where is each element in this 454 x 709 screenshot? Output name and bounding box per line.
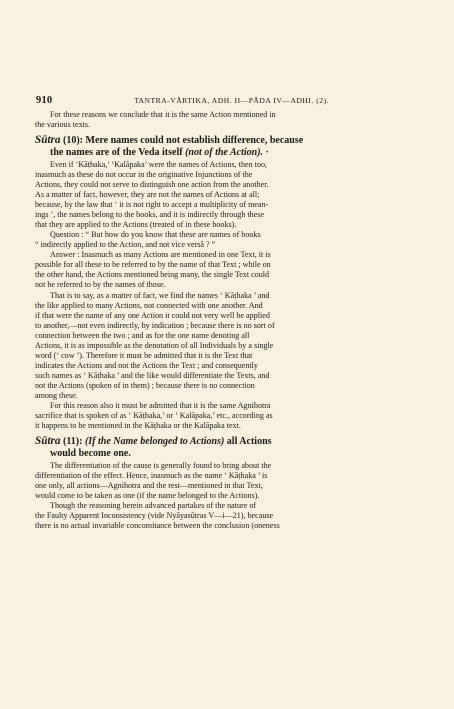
paragraph-1 (35, 160, 417, 230)
text-line: not the Actions (spoken of in them) ; because there is no connection (35, 380, 255, 390)
text-line: would come to be taken as one (if the name belonged to the Actions). (35, 491, 260, 501)
sutra-text: the names are of the Veda itself (50, 146, 186, 158)
sutra-label: Sūtra (35, 134, 61, 147)
text-line: Though the reasoning herein advanced partakes of the nature of (50, 501, 257, 511)
text-line: Question : “ But how do you know that these are names of books (50, 230, 261, 240)
text-line: word (‘ cow ’). Therefore it must be admitted that it is the Text that (35, 350, 253, 360)
text-line: Actions, it is as impossible as the denotation of all Individuals by a single (35, 340, 274, 350)
text-line: the various texts. (35, 120, 91, 130)
running-title: TANTRA-VĀRTIKA, ADH. II—PĀDA IV—ADHI. (2). (134, 96, 329, 105)
text-line: because, by the law that ‘ it is not right to accept a multiplicity of mean- (35, 200, 269, 210)
sutra-label: Sūtra (35, 435, 61, 448)
text-line: Actions, they could not serve to distinguish one action from the another. (35, 180, 269, 189)
sutra-text: would become one. (50, 447, 131, 459)
question-paragraph (35, 230, 417, 250)
sutra-text: Mere names could not establish difference, because (85, 135, 304, 147)
text-line: differentiation of the effect. Hence, inasmuch as the name ‘ Kāṭhaka ’ is (35, 471, 268, 481)
text-line: it happens to be mentioned in the Kāṭhaka or the Kalāpaka text. (35, 421, 241, 431)
intro-paragraph (35, 110, 417, 130)
sutra-11-heading (35, 436, 417, 459)
sutra-text: all Actions (224, 436, 272, 448)
text-line: That is to say, as a matter of fact, we find the names ‘ Kāṭhaka ’ and (50, 290, 270, 300)
sutra-text-italic: (not of the Action). (185, 146, 264, 158)
paragraph-5 (35, 501, 417, 531)
stray-mark: · (263, 146, 269, 158)
text-line: not be referred to by the names of those. (35, 280, 166, 290)
text-line: one only, all actions—Agnihotra and the rest—mentioned in that Text, (35, 481, 263, 491)
sutra-number: (11): (60, 436, 85, 448)
text-line: there is no actual invariable concomitance between the conclusion (oneness (35, 521, 280, 531)
text-line: sacrifice that is spoken of as ‘ Kāṭhaka,’ or ‘ Kalāpaka,’ etc., according as (35, 411, 273, 421)
paragraph-2 (35, 291, 417, 402)
page-body (35, 110, 417, 531)
text-line: Answer : Inasmuch as many Actions are mentioned in one Text, it is (50, 250, 271, 260)
text-line: The differentiation of the cause is generally found to bring about the (50, 460, 272, 470)
text-line: As a matter of fact, however, they are not the names of Actions at all; (35, 190, 260, 200)
sutra-10-heading (35, 135, 417, 158)
text-line: For these reasons we conclude that it is the same Action mentioned in (50, 110, 276, 119)
page-number: 910 (36, 95, 53, 106)
text-line: such names as ‘ Kāṭhaka ’ and the like would differentiate the Texts, and (35, 370, 270, 380)
answer-paragraph (35, 250, 417, 290)
sutra-text-italic: (If the Name belonged to Actions) (84, 436, 225, 448)
sutra-number: (10): (60, 135, 86, 147)
text-line: the like applied to many Actions, not connected with one another. And (35, 300, 263, 310)
text-line: ings ’, the names belong to the books, and it is indirectly through these (35, 210, 265, 220)
text-line: connection between the two ; and as for the one name denoting all (35, 330, 250, 340)
text-line: the other hand, the Actions mentioned being many, the single Text could (35, 270, 270, 280)
text-line: indicates the Actions and not the Actions the Text ; and consequently (35, 360, 258, 370)
text-line: inasmuch as these do not occur in the originative Injunctions of the (35, 169, 253, 179)
text-line: to another,—not even indirectly, by indication ; because there is no sort of (35, 320, 275, 330)
text-line: among these. (35, 390, 78, 400)
text-line: that they are applied to the Actions (treated of in these books). (35, 220, 237, 230)
text-line: if that were the name of any one Action it could not very well be applied (35, 310, 270, 320)
text-line: For this reason also it must be admitted that it is the same Agnihotra (50, 401, 271, 411)
text-line: the Faulty Apparent Inconsistency (vide Nyāyasūtras V—i—21), because (35, 511, 274, 521)
paragraph-3 (35, 401, 417, 431)
text-line: possible for all these to be referred to by the name of that Text ; while on (35, 260, 271, 270)
paragraph-4 (35, 461, 417, 501)
text-line: Even if ‘Kāṭhaka,’ ‘Kalāpaka’ were the names of Actions, then too, (50, 159, 268, 169)
text-line: “ indirectly applied to the Action, and not vice versâ ? ” (35, 240, 216, 250)
